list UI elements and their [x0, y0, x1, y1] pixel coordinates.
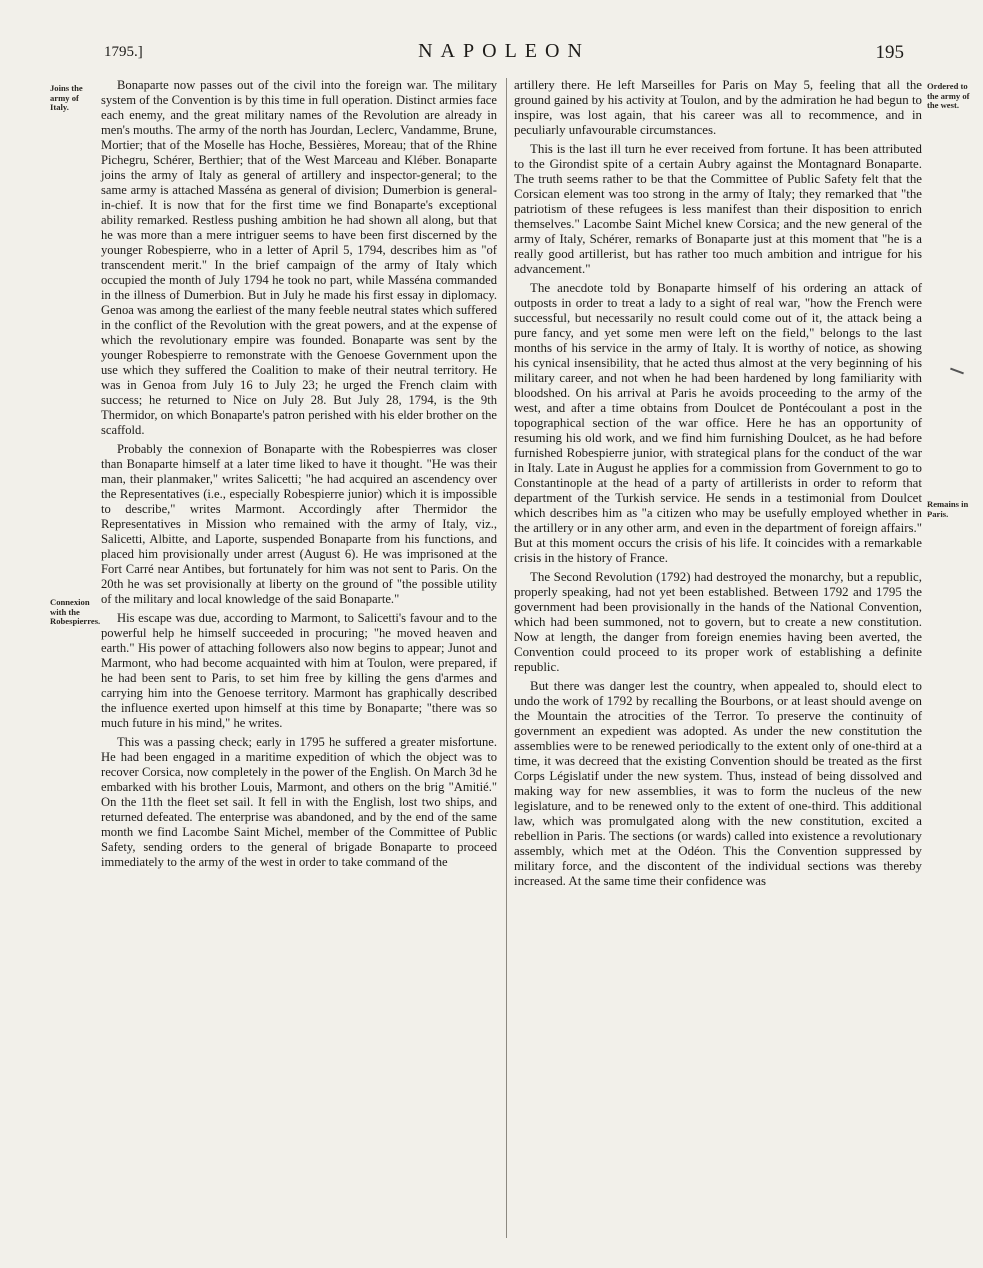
paragraph: His escape was due, according to Marmont, to Salicetti's favour and to the powerful help he himself succeeded in procuring; "he moved heaven and earth." His power of attaching followers also now begins to appear; Junot and Marmont, who had become acquainted with him at Toulon, were prepared, if he had been sent to Paris, to set him free by killing the gens d'armes and carrying him into the Genoese territory. Marmont has graphically described the influence exerted upon himself at this time by Bonaparte; "there was so much future in his mind," he writes.: [101, 611, 497, 730]
paragraph: artillery there. He left Marseilles for Paris on May 5, feeling that all the ground gained by his activity at Toulon, and by the admiration he had begun to inspire, was lost again, that his career was all to recommence, and in peculiarly unfavourable circumstances.: [514, 78, 922, 137]
column-divider: [506, 78, 507, 1238]
paragraph: Probably the connexion of Bonaparte with the Robespierres was closer than Bonaparte himself at a later time liked to have it thought. "He was their man, their planmaker," writes Salicetti; "he had acquired an ascendency over the Representatives (i.e., especially Robespierre junior) which it is impossible to describe," writes Marmont. Accordingly after Thermidor the Representatives in Mission who remained with the army of Italy, viz., Salicetti, Albitte, and Laporte, suspended Bonaparte from his functions, and placed him provisionally under arrest (August 6). He was imprisoned at the Fort Carré near Antibes, but fortunately for him was not sent to Paris. On the 20th he was set provisionally at liberty on the ground of "the possible utility of the military and local knowledge of the said Bonaparte.": [101, 442, 497, 606]
paragraph: The Second Revolution (1792) had destroyed the monarchy, but a republic, properly speaking, had not yet been established. Between 1792 and 1795 the government had been provisionally in the hands of the National Convention, which had been summoned, not to govern, but to create a new constitution. Now at length, the danger from foreign enemies having been averted, the Convention could proceed to its proper work of establishing a definite republic.: [514, 570, 922, 674]
right-column: [514, 78, 922, 893]
page-number: 195: [875, 42, 904, 63]
header-title: NAPOLEON: [418, 40, 590, 62]
margin-note-ordered: Ordered to the army of the west.: [927, 81, 970, 111]
paragraph: Bonaparte now passes out of the civil into the foreign war. The military system of the Convention is by this time in full operation. Distinct armies face each enemy, and the great military names of the Revolution are already in men's mouths. The army of the north has Jourdan, Leclerc, Vandamme, Brune, Mortier; that of the Moselle has Hoche, Bessières, Moreau; that of the Rhine Pichegru, Schérer, Berthier; that of the West Marceau and Kléber. Bonaparte joins the army of Italy as general of artillery and inspector-general; to the same army is attached Masséna as general of division; Dumerbion is general-in-chief. It is now that for the first time we find Bonaparte's exceptional ability remarked. Restless pushing ambition he had shown all along, but that he was more than a mere intriguer seems to have been first discerned by the younger Robespierre, who in a letter of April 5, 1794, describes him as "of transcendent merit." In the brief campaign of the army of Italy which occupied the month of July 1794 he took no part, while Masséna commanded in the illness of Dumerbion. But in July he made his first essay in diplomacy. Genoa was among the earliest of the many feeble neutral states which suffered in the conflict of the Revolution with the great powers, and at the expense of which the revolutionary empire was founded. Bonaparte was sent by the younger Robespierre to remonstrate with the Genoese Government upon the use which they suffered the Coalition to make of their neutral territory. He was in Genoa from July 16 to July 23; he urged the French claim with success; he returned to Nice on July 28. But July 28, 1794, is the 9th Thermidor, on which Bonaparte's patron perished with his elder brother on the scaffold.: [101, 78, 497, 437]
left-column: [101, 78, 497, 874]
margin-note-joins-army: Joins the army of Italy.: [50, 83, 83, 113]
margin-mark: [950, 368, 964, 375]
header-year: 1795.]: [104, 44, 143, 60]
paragraph: But there was danger lest the country, when appealed to, should elect to undo the work of 1792 by recalling the Bourbons, or at least should avenge on the Mountain the atrocities of the Terror. To preserve the continuity of government an expedient was adopted. As under the new constitution the assemblies were to be renewed periodically to the extent only of one-third at a time, it was decreed that the existing Convention should be treated as the first Corps Législatif under the new system. Thus, instead of being dissolved and making way for new assemblies, it was to form the nucleus of the new legislature, and to be renewed only to the extent of one-third. This additional law, which was promulgated along with the new constitution, excited a rebellion in Paris. The sections (or wards) called into existence a revolutionary assembly, which met at the Odéon. This the Convention suppressed by military force, and the discontent of the individual sections was thereby increased. At the same time their confidence was: [514, 679, 922, 888]
paragraph: This is the last ill turn he ever received from fortune. It has been attributed to the Girondist spite of a certain Aubry against the Montagnard Bonaparte. The truth seems rather to be that the Committee of Public Safety felt that the Corsican element was too strong in the army of Italy; they remarked that "the patriotism of these refugees is less manifest than their disposition to enrich themselves." Lacombe Saint Michel knew Corsica; and the new general of the army of Italy, Schérer, remarks of Bonaparte just at this moment that "he is a really good artillerist, but has rather too much ambition and intrigue for his advancement.": [514, 142, 922, 276]
margin-note-remains: Remains in Paris.: [927, 499, 969, 519]
margin-note-connexion: Connexion with the Robespierres.: [50, 597, 101, 627]
paragraph: This was a passing check; early in 1795 he suffered a greater misfortune. He had been engaged in a maritime expedition of which the object was to recover Corsica, now completely in the power of the English. On March 3d he embarked with his brother Louis, Marmont, and others on the brig "Amitié." On the 11th the fleet set sail. It fell in with the English, lost two ships, and returned defeated. The enterprise was abandoned, and by the end of the same month we find Lacombe Saint Michel, member of the Committee of Public Safety, sending orders to the general of brigade Bonaparte to proceed immediately to the army of the west in order to take command of the: [101, 735, 497, 869]
running-header: [104, 42, 904, 66]
paragraph: The anecdote told by Bonaparte himself of his ordering an attack of outposts in order to treat a lady to a sight of real war, "how the French were successful, but necessarily no result could come out of it, the attack being a pure fancy, and yet some men were left on the field," belongs to the last months of his service in the army of Italy. It is worthy of notice, as showing his cynical insensibility, that he acted thus almost at the very beginning of his military career, and not when he had been hardened by long familiarity with bloodshed. On his arrival at Paris he avoids proceeding to the army of the west, and after a time obtains from Doulcet de Pontécoulant a post in the topographical section of the war office. Here he has an opportunity of resuming his old work, and we find him furnishing Doulcet, as he had before furnished Robespierre junior, with strategical plans for the conduct of the war in Italy. Late in August he applies for a commission from Government to go to Constantinople at the head of a party of artillerists in order to reform that department of the Turkish service. He sends in a testimonial from Doulcet which describes him as "a citizen who may be usefully employed whether in the artillery or in any other arm, and even in the department of foreign affairs." But at this moment occurs the crisis of his life. It coincides with a remarkable crisis in the history of France.: [514, 281, 922, 565]
